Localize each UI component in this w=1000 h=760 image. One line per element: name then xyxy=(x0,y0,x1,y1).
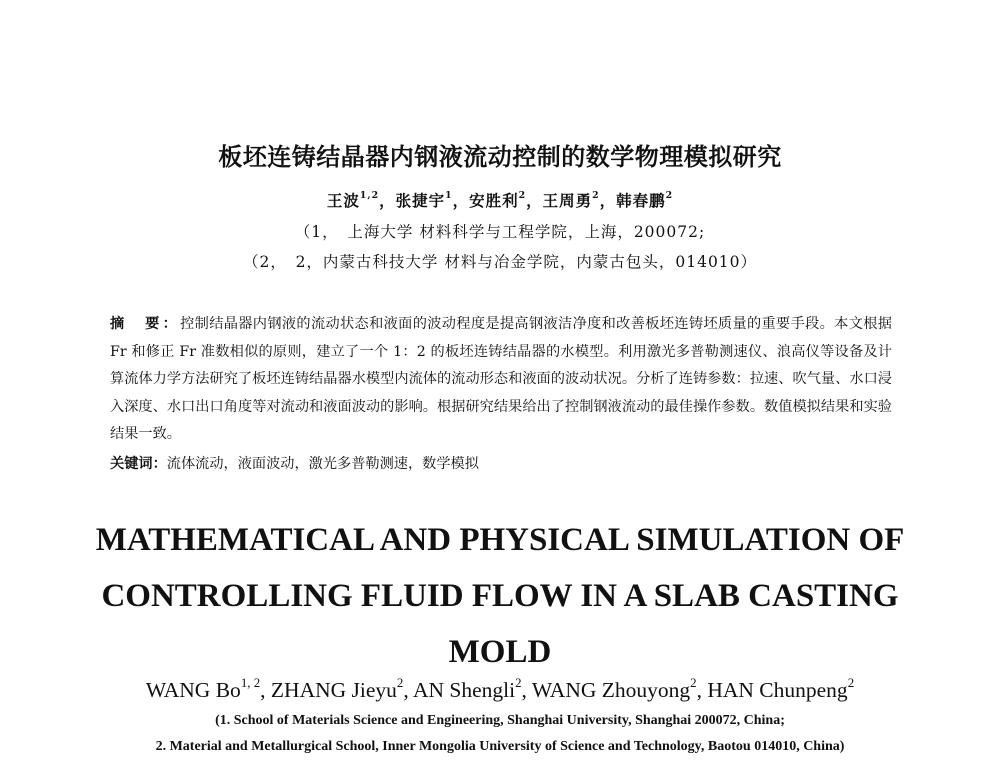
abstract-text: 控制结晶器内钢液的流动状态和液面的波动程度是提高钢液洁净度和改善板坯连铸坯质量的重要手段。本文根据 Fr 和修正 Fr 准数相似的原则，建立了一个 1：2 的板坯连铸结晶器的水模型。利用激光多普勒测速仪、浪高仪等设备及计算流体力学方法研究了板坯连铸结晶器水模型内流体的流动形态和液面的波动状况。分析了连铸参数：拉速、吹气量、水口浸入深度、水口出口角度等对流动和液面波动的影响。根据研究结果给出了控制钢液流动的最佳操作参数。数值模拟结果和实验结果一致。 xyxy=(110,316,892,442)
chinese-abstract xyxy=(110,311,892,449)
english-author: HAN Chunpeng$^2$ xyxy=(707,675,855,702)
chinese-title: 板坯连铸结晶器内钢液流动控制的数学物理模拟研究 xyxy=(218,143,782,171)
chinese-author: 王周勇$^2$， xyxy=(542,190,617,210)
keywords-text: 流体流动，液面波动，激光多普勒测速，数学模拟 xyxy=(166,456,479,472)
english-affiliation-1: (1. School of Materials Science and Engineering, Shanghai University, Shanghai 200072, China; xyxy=(215,713,785,728)
english-author: WANG Bo$^{1, 2}$, xyxy=(145,675,271,702)
chinese-affiliation-1: （1， 上海大学 材料科学与工程学院，上海，200072; xyxy=(294,223,706,241)
chinese-author-list xyxy=(0,190,1000,212)
english-author: AN Shengli$^2$, xyxy=(412,675,532,702)
keywords-label: 关键词： xyxy=(110,456,167,472)
chinese-author: 韩春鹏$^2$ xyxy=(616,190,674,210)
english-author: WANG Zhouyong$^2$, xyxy=(531,675,708,702)
abstract-label: 摘 要： xyxy=(110,316,181,332)
chinese-author: 张捷宇$^1$， xyxy=(395,190,470,210)
english-title: MATHEMATICAL AND PHYSICAL SIMULATION OF CONTROLLING FLUID FLOW IN A SLAB CASTING MOLD xyxy=(95,522,905,670)
english-author: ZHANG Jieyu$^2$, xyxy=(270,675,413,702)
chinese-affiliation-2: （2， 2，内蒙古科技大学 材料与冶金学院，内蒙古包头，014010） xyxy=(242,253,758,271)
chinese-author: 安胜利$^2$， xyxy=(469,190,543,210)
english-affiliation-2: 2. Material and Metallurgical School, Inner Mongolia University of Science and Technology, Baotou 014010, China) xyxy=(155,739,845,754)
chinese-author: 王波$^{1,2}$， xyxy=(326,190,396,210)
english-author-list xyxy=(0,676,1000,704)
chinese-keywords xyxy=(110,452,892,476)
